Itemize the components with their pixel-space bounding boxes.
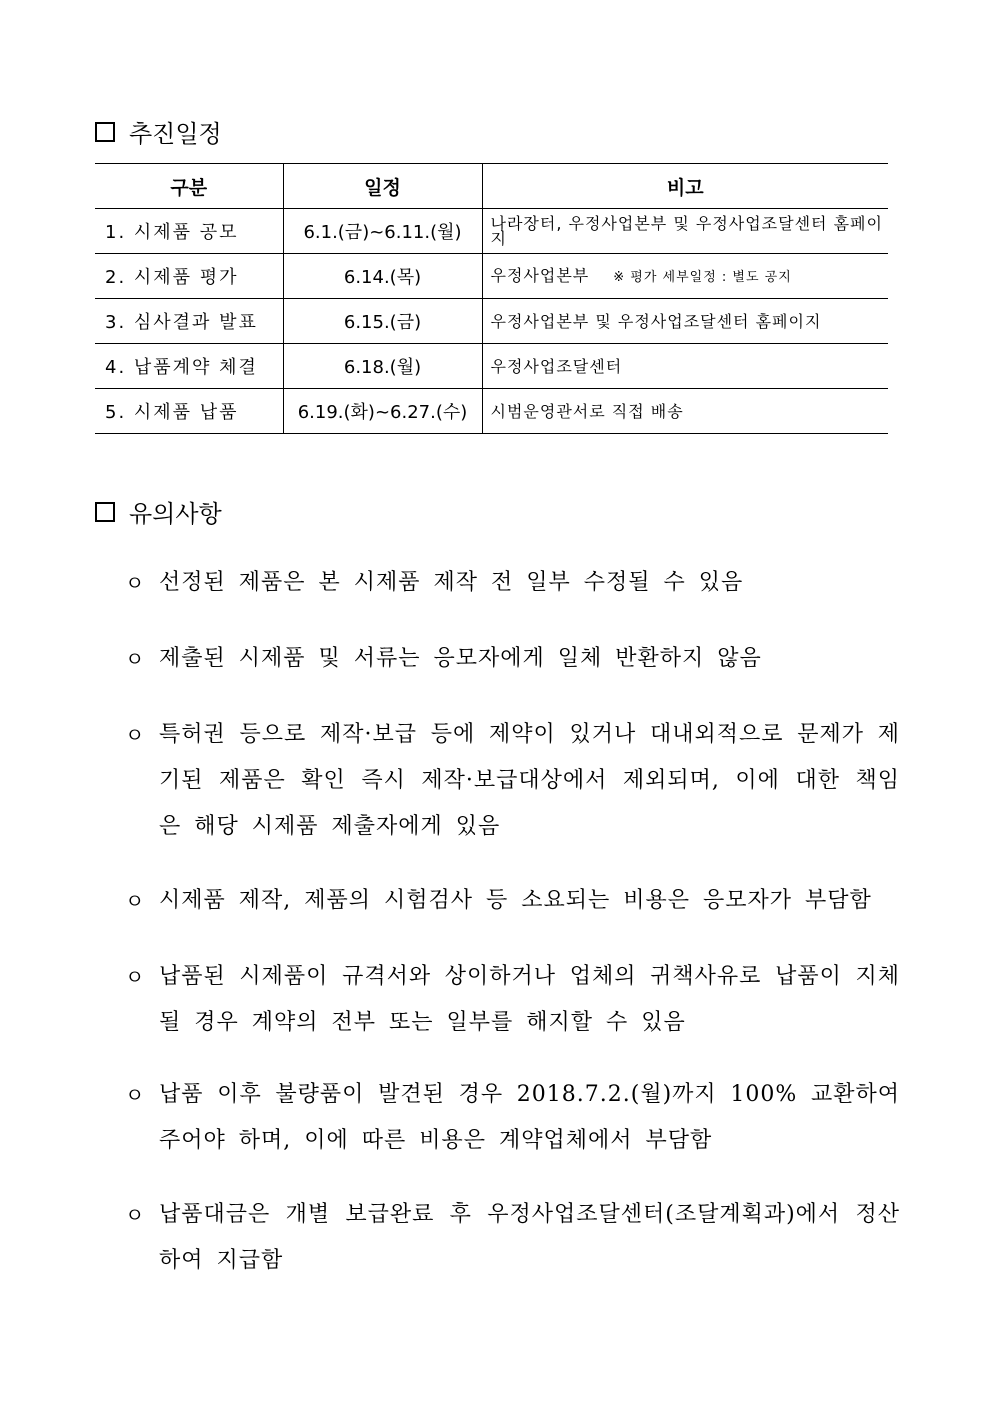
schedule-table [95,163,888,434]
section-title-text: 추진일정 [129,120,222,148]
row-name: 4. 납품계약 체결 [95,344,283,389]
bullet-circle-icon: ㅇ [125,647,145,671]
row-date: 6.1.(금)~6.11.(월) [283,209,482,254]
list-item [125,954,900,1046]
bullet-circle-icon: ㅇ [125,1083,145,1107]
bullet-circle-icon: ㅇ [125,723,145,747]
list-item [125,878,900,924]
header-remarks: 비고 [482,164,888,209]
row-date: 6.19.(화)~6.27.(수) [283,389,482,434]
list-item-text: 선정된 제품은 본 시제품 제작 전 일부 수정될 수 있음 [159,570,744,595]
checkbox-square-icon [95,122,115,142]
bullet-circle-icon: ㅇ [125,889,145,913]
row-note: 나라장터, 우정사업본부 및 우정사업조달센터 홈페이지 [482,209,888,254]
section-title-notes [95,494,222,529]
row-note-extra: ※ 평가 세부일정 : 별도 공지 [613,269,792,285]
list-item [125,560,900,606]
list-item [125,1192,900,1284]
row-name: 1. 시제품 공모 [95,209,283,254]
row-date: 6.18.(월) [283,344,482,389]
section-title-text: 유의사항 [129,500,222,528]
list-item [125,636,900,682]
table-row [95,209,888,254]
list-item-text: 특허권 등으로 제작·보급 등에 제약이 있거나 대내외적으로 문제가 제기된 제품은 확인 즉시 제작·보급대상에서 제외되며, 이에 대한 책임은 해당 시제품 제출자에게 있음 [159,722,900,839]
list-item [125,1072,900,1164]
row-note: 시범운영관서로 직접 배송 [482,389,888,434]
bullet-circle-icon: ㅇ [125,571,145,595]
table-header-row [95,164,888,209]
row-note: 우정사업본부 [490,265,590,285]
list-item-text: 납품대금은 개별 보급완료 후 우정사업조달센터(조달계획과)에서 정산하여 지급함 [159,1202,900,1273]
list-item [125,712,900,850]
list-item-text: 납품 이후 불량품이 발견된 경우 2018.7.2.(월)까지 100% 교환하여 주어야 하며, 이에 따른 비용은 계약업체에서 부담함 [159,1082,900,1153]
list-item-text: 시제품 제작, 제품의 시험검사 등 소요되는 비용은 응모자가 부담함 [159,888,872,913]
row-note-cell [482,254,888,299]
bullet-circle-icon: ㅇ [125,1203,145,1227]
row-name: 3. 심사결과 발표 [95,299,283,344]
row-name: 2. 시제품 평가 [95,254,283,299]
row-note: 우정사업본부 및 우정사업조달센터 홈페이지 [482,299,888,344]
bullet-circle-icon: ㅇ [125,965,145,989]
row-date: 6.14.(목) [283,254,482,299]
checkbox-square-icon [95,502,115,522]
section-title-schedule [95,114,222,149]
table-row [95,299,888,344]
table-row [95,254,888,299]
row-name: 5. 시제품 납품 [95,389,283,434]
list-item-text: 제출된 시제품 및 서류는 응모자에게 일체 반환하지 않음 [159,646,762,671]
row-date: 6.15.(금) [283,299,482,344]
header-category: 구분 [95,164,283,209]
table-row [95,344,888,389]
table-row [95,389,888,434]
row-note: 우정사업조달센터 [482,344,888,389]
header-schedule: 일정 [283,164,482,209]
list-item-text: 납품된 시제품이 규격서와 상이하거나 업체의 귀책사유로 납품이 지체될 경우 계약의 전부 또는 일부를 해지할 수 있음 [159,964,900,1035]
